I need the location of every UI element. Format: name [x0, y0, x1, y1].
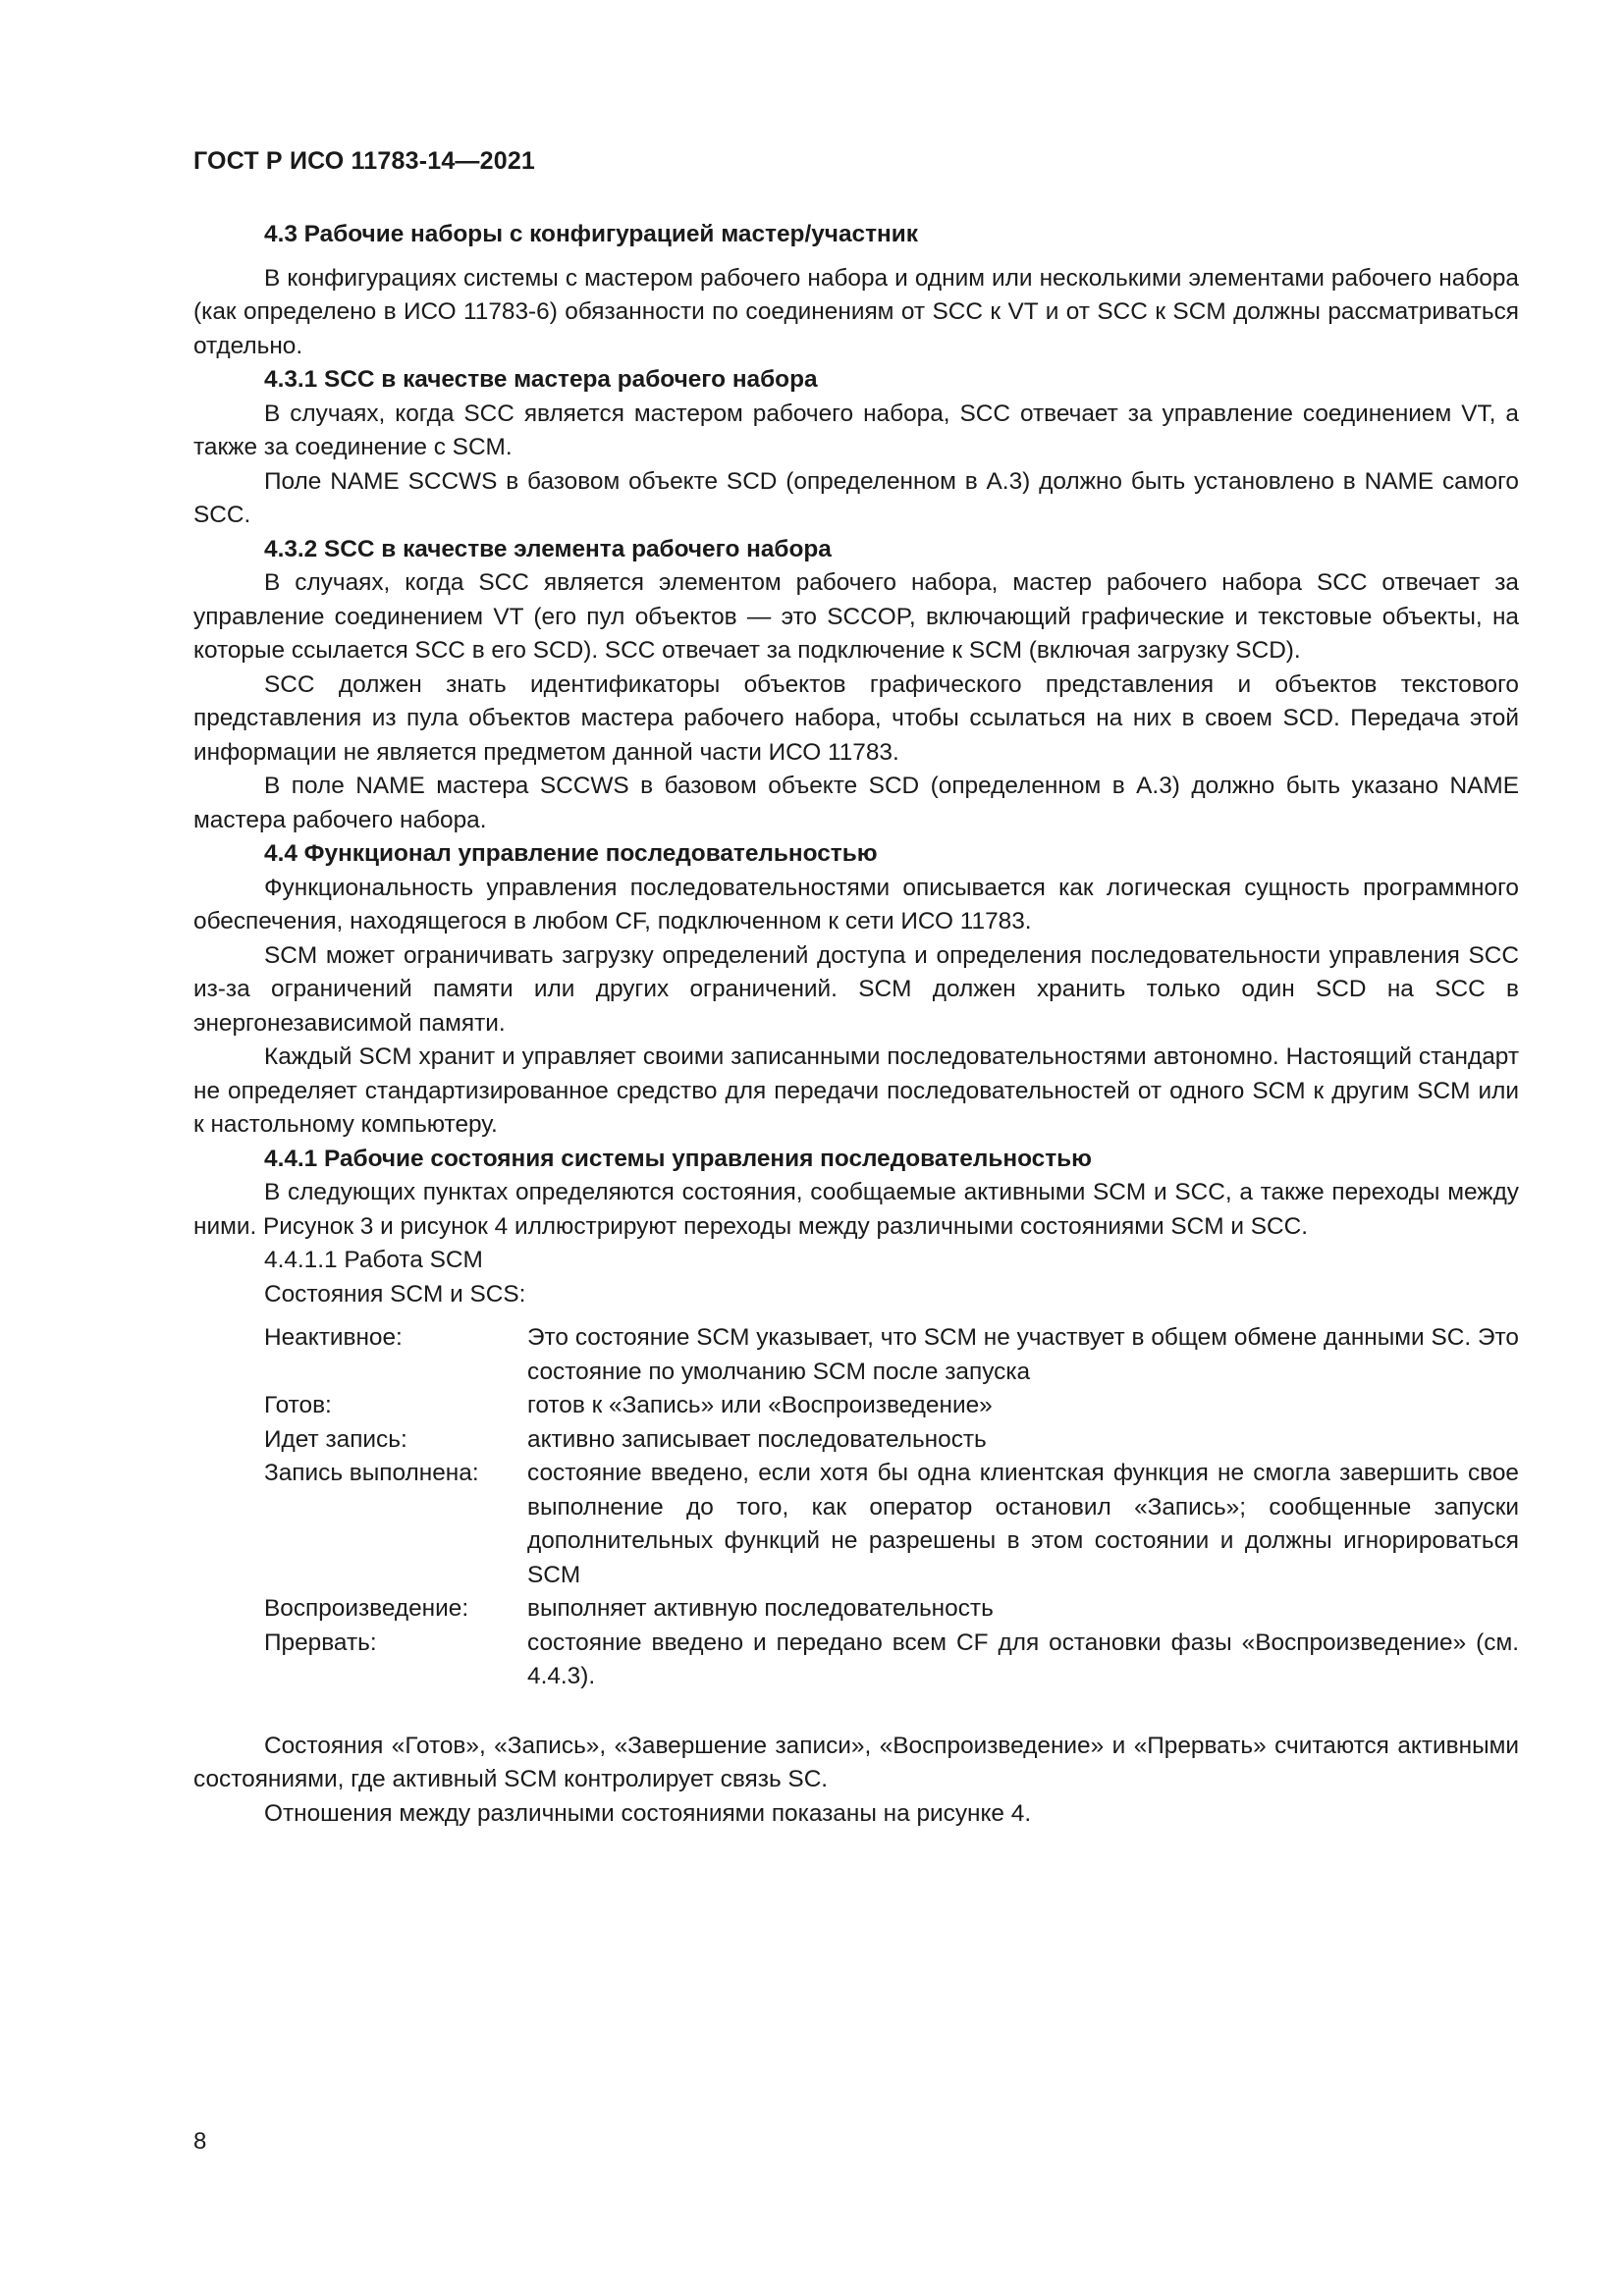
definition-row	[264, 1389, 1519, 1423]
section-heading-4-3-2: 4.3.2 SCC в качестве элемента рабочего набора	[264, 535, 832, 562]
states-definition-list	[264, 1321, 1519, 1694]
definition-description: готов к «Запись» или «Воспроизведение»	[527, 1392, 993, 1418]
definition-description: активно записывает последовательность	[527, 1425, 987, 1453]
definition-row	[264, 1457, 1519, 1592]
states-intro: Состояния SCM и SCS:	[264, 1280, 526, 1308]
paragraph: SCM может ограничивать загрузку определений доступа и определения последовательности управления SCC из-за ограничений памяти или других ограничений. SCM должен хранить только один SCD на SCC в энергонезависимой памяти.	[193, 941, 1519, 1037]
paragraph: SCC должен знать идентификаторы объектов графического представления и объектов текстового представления из пула объектов мастера рабочего набора, чтобы ссылаться на них в своем SCD. Передача этой информации не является предметом данной части ИСО 11783.	[193, 670, 1519, 766]
definition-term: Воспроизведение:	[264, 1595, 469, 1622]
section-heading-4-3: 4.3 Рабочие наборы с конфигурацией мастер/участник	[264, 221, 918, 247]
paragraph: Функциональность управления последовательностями описывается как логическая сущность программного обеспечения, находящегося в любом CF, подключенном к сети ИСО 11783.	[193, 874, 1519, 934]
document-code-header: ГОСТ Р ИСО 11783-14—2021	[193, 147, 536, 175]
paragraph: В поле NAME мастера SCCWS в базовом объекте SCD (определенном в А.3) должно быть указано NAME мастера рабочего набора.	[193, 773, 1519, 833]
subsection-heading-4-4-1-1: 4.4.1.1 Работа SCM	[264, 1247, 483, 1273]
paragraph: Поле NAME SCCWS в базовом объекте SCD (определенном в А.3) должно быть установлено в NAME самого SCC.	[193, 467, 1519, 528]
definition-row	[264, 1627, 1519, 1694]
paragraph: Каждый SCM хранит и управляет своими записанными последовательностями автономно. Настоящий стандарт не определяет стандартизированное средство для передачи последовательностей от одного SCM к другим SCM или к настольному компьютеру.	[193, 1043, 1519, 1138]
definition-term: Идет запись:	[264, 1425, 407, 1453]
section-heading-4-4: 4.4 Функционал управление последовательностью	[264, 840, 878, 867]
definition-row	[264, 1321, 1519, 1389]
paragraph: В конфигурациях системы с мастером рабочего набора и одним или несколькими элементами рабочего набора (как определено в ИСО 11783-6) обязанности по соединениям от SCC к VT и от SCC к SCM должны рассматриваться отдельно.	[193, 264, 1519, 359]
page-body	[193, 218, 1519, 1831]
definition-description: состояние введено, если хотя бы одна клиентская функция не смогла завершить свое выполнение до того, как оператор остановил «Запись»; сообщенные запуски дополнительных функций не разрешены в этом состоянии и должны игнорироваться SCM	[527, 1460, 1519, 1588]
definition-term: Запись выполнена:	[264, 1460, 479, 1486]
paragraph: Отношения между различными состояниями показаны на рисунке 4.	[264, 1799, 1032, 1827]
definition-term: Неактивное:	[264, 1324, 403, 1351]
definition-term: Прервать:	[264, 1629, 377, 1656]
definition-term: Готов:	[264, 1392, 332, 1418]
definition-description: Это состояние SCM указывает, что SCM не участвует в общем обмене данными SC. Это состояние по умолчанию SCM после запуска	[527, 1324, 1519, 1385]
definition-description: состояние введено и передано всем CF для остановки фазы «Воспроизведение» (см. 4.4.3).	[527, 1629, 1519, 1689]
page-number: 8	[193, 2128, 207, 2155]
section-heading-4-3-1: 4.3.1 SCC в качестве мастера рабочего набора	[264, 366, 818, 393]
paragraph: Состояния «Готов», «Запись», «Завершение записи», «Воспроизведение» и «Прервать» считаются активными состояниями, где активный SCM контролирует связь SC.	[193, 1732, 1519, 1792]
paragraph: В случаях, когда SCC является мастером рабочего набора, SCC отвечает за управление соединением VT, а также за соединение с SCM.	[193, 400, 1519, 460]
section-heading-4-4-1: 4.4.1 Рабочие состояния системы управления последовательностью	[264, 1145, 1092, 1172]
definition-row	[264, 1423, 1519, 1458]
definition-row	[264, 1592, 1519, 1627]
paragraph: В случаях, когда SCC является элементом рабочего набора, мастер рабочего набора SCC отвечает за управление соединением VT (его пул объектов — это SCCOP, включающий графические и текстовые объекты, на которые ссылается SCC в его SCD). SCC отвечает за подключение к SCM (включая загрузку SCD).	[193, 569, 1519, 664]
paragraph: В следующих пунктах определяются состояния, сообщаемые активными SCM и SCC, а также переходы между ними. Рисунок 3 и рисунок 4 иллюстрируют переходы между различными состояниями SCM и SCC.	[193, 1179, 1519, 1240]
definition-description: выполняет активную последовательность	[527, 1595, 994, 1622]
